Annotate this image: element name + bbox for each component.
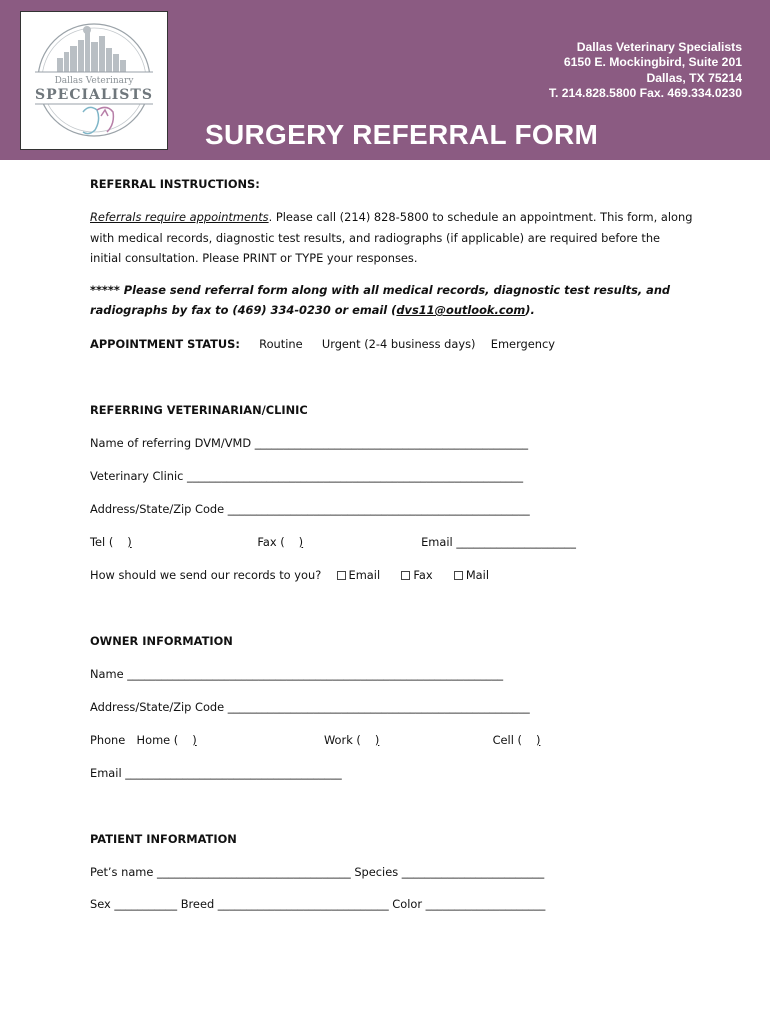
- status-option-routine[interactable]: Routine: [259, 337, 303, 351]
- clinic-phone-fax: T. 214.828.5800 Fax. 469.334.0230: [548, 86, 742, 101]
- tel-field[interactable]: [90, 535, 254, 549]
- appointment-status-label: APPOINTMENT STATUS:: [90, 337, 240, 351]
- cell-label: Cell (: [492, 733, 522, 747]
- patient-heading: PATIENT INFORMATION: [90, 832, 237, 846]
- owner-phone-row: [90, 733, 640, 747]
- cell-phone-field[interactable]: [493, 733, 641, 747]
- fax-field[interactable]: [257, 535, 421, 549]
- instructions-line-3: initial consultation. Please PRINT or TYPE your responses.: [90, 251, 418, 265]
- records-fax-label: Fax: [413, 568, 433, 582]
- status-option-urgent[interactable]: Urgent (2-4 business days): [321, 337, 476, 351]
- work-tail: ): [374, 733, 380, 747]
- instructions-line-2: with medical records, diagnostic test results, and radiographs (if applicable) are required before the: [90, 231, 661, 245]
- records-email-label: Email: [348, 568, 381, 582]
- patient-details-row: [90, 897, 545, 911]
- clinic-name: Dallas Veterinary Specialists: [576, 40, 742, 54]
- home-phone-field[interactable]: [137, 733, 315, 747]
- home-tail: ): [192, 733, 197, 747]
- contact-email-link[interactable]: dvs11@outlook.com: [396, 303, 526, 317]
- records-mail-label: Mail: [465, 568, 489, 582]
- home-label: Home (: [136, 733, 179, 747]
- species-field[interactable]: Species _________________________: [354, 865, 545, 879]
- fax-note-line-1: ***** Please send referral form along with all medical records, diagnostic test results, and: [90, 283, 671, 297]
- work-label: Work (: [323, 733, 361, 747]
- patient-name-row: [90, 865, 544, 879]
- header-banner: [0, 0, 770, 160]
- fax-note-text: radiographs by fax to (469) 334-0230 or email (: [90, 303, 397, 317]
- tel-tail: ): [127, 535, 132, 549]
- clinic-logo: [20, 11, 168, 150]
- fax-checkbox[interactable]: [401, 571, 410, 580]
- records-delivery-row: [90, 568, 489, 582]
- instructions-text-1: . Please call (214) 828-5800 to schedule an appointment. This form, along: [268, 210, 693, 224]
- fax-label: Fax (: [257, 535, 285, 549]
- clinic-city: Dallas, TX 75214: [646, 70, 742, 85]
- referring-heading: REFERRING VETERINARIAN/CLINIC: [90, 403, 308, 417]
- appointment-status-row: [90, 337, 555, 351]
- veterinary-clinic-field[interactable]: Veterinary Clinic ___________________________________________________________: [90, 469, 524, 483]
- referring-email-field[interactable]: Email _____________________: [421, 535, 576, 549]
- cell-tail: ): [535, 733, 541, 747]
- status-option-emergency[interactable]: Emergency: [490, 337, 556, 351]
- records-option-fax[interactable]: [401, 568, 432, 582]
- color-field[interactable]: Color _____________________: [392, 897, 546, 911]
- work-phone-field[interactable]: [324, 733, 483, 747]
- form-title: SURGERY REFERRAL FORM: [205, 119, 599, 150]
- owner-email-field[interactable]: Email ______________________________________: [90, 766, 342, 780]
- tel-label: Tel (: [90, 535, 114, 549]
- owner-address-field[interactable]: Address/State/Zip Code _____________________________________________________: [90, 700, 530, 714]
- referring-contact-row: [90, 535, 576, 549]
- email-checkbox[interactable]: [337, 571, 346, 580]
- appointments-link: Referrals require appointments: [90, 210, 269, 224]
- instructions-line-1: [90, 210, 692, 224]
- fax-note-line-2: [90, 303, 535, 317]
- fax-tail: ): [298, 535, 304, 549]
- mail-checkbox[interactable]: [454, 571, 463, 580]
- records-option-email[interactable]: [337, 568, 381, 582]
- referring-dvm-field[interactable]: Name of referring DVM/VMD ________________________________________________: [90, 436, 529, 450]
- logo-top-text: Dallas Veterinary: [54, 76, 134, 86]
- owner-name-field[interactable]: Name __________________________________________________________________: [90, 667, 504, 681]
- phone-label: Phone: [90, 733, 126, 747]
- records-option-mail[interactable]: [454, 568, 489, 582]
- sex-field[interactable]: Sex ___________: [90, 897, 178, 911]
- logo-bottom-text: SPECIALISTS: [35, 87, 153, 103]
- pets-name-field[interactable]: Pet’s name __________________________________: [90, 865, 351, 879]
- fax-note-end: ).: [525, 303, 535, 317]
- clinic-address-block: [549, 40, 742, 102]
- referring-address-field[interactable]: Address/State/Zip Code _____________________________________________________: [90, 502, 530, 516]
- records-question: How should we send our records to you?: [90, 568, 322, 582]
- instructions-heading: REFERRAL INSTRUCTIONS:: [90, 177, 260, 191]
- logo-emblem-icon: [21, 12, 167, 149]
- owner-heading: OWNER INFORMATION: [90, 634, 233, 648]
- clinic-street: 6150 E. Mockingbird, Suite 201: [563, 55, 742, 70]
- breed-field[interactable]: Breed ______________________________: [180, 897, 389, 911]
